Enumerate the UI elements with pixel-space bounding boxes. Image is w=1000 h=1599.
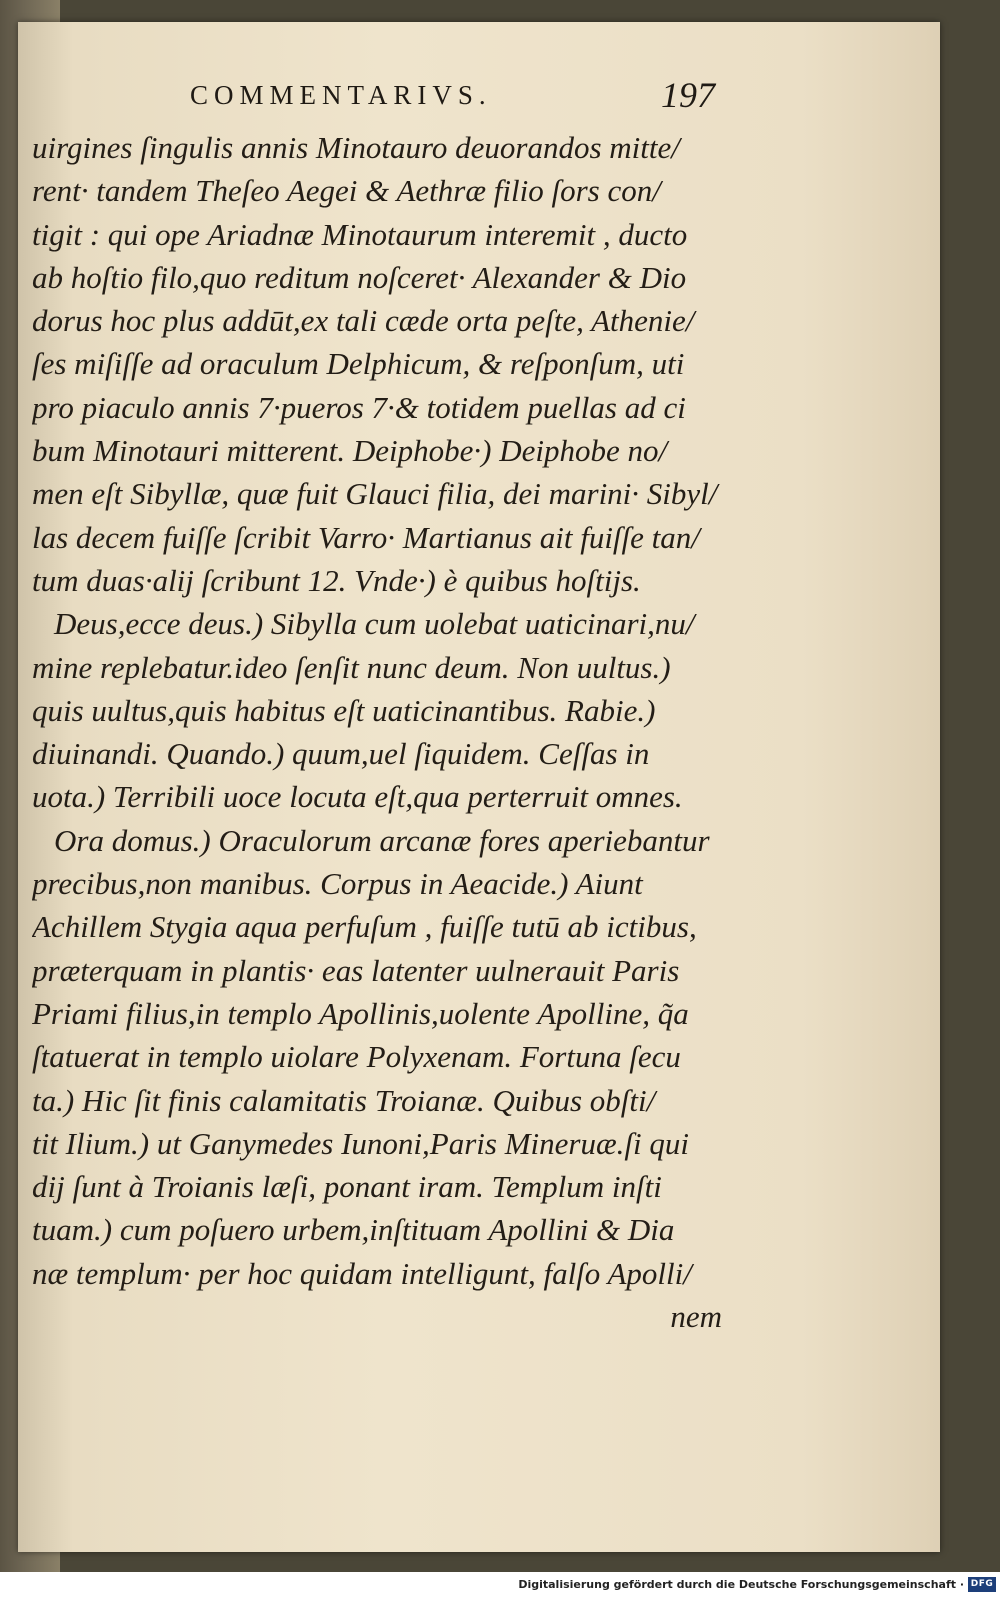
page-header [190,72,715,122]
catchword: nem [670,1299,722,1335]
text-line: næ templum· per hoc quidam intelligunt, falſo Apolli/ [32,1255,692,1291]
text-line: quis uultus,quis habitus eſt uaticinantibus. Rabie.) [32,692,656,728]
text-line: tuam.) cum poſuero urbem,inſtituam Apollini & Dia [32,1212,675,1248]
text-line: pro piaculo annis 7·pueros 7·& totidem puellas ad ci [32,389,686,425]
text-line: ab hoſtio filo,quo reditum noſceret· Alexander & Dio [32,259,687,295]
dfg-logo-icon: DFG [968,1577,996,1592]
text-line: mine replebatur.ideo ſenſit nunc deum. Non uultus.) [32,649,671,685]
text-line: tigit : qui ope Ariadnæ Minotaurum interemit , ducto [32,216,688,252]
text-line: ta.) Hic ſit finis calamitatis Troianæ. Quibus obſti/ [32,1082,656,1118]
digitization-footer [0,1572,1000,1599]
text-line: rent· tandem Theſeo Aegei & Aethræ filio ſors con/ [32,173,661,209]
running-head: COMMENTARIVS. [190,80,492,110]
text-line: uirgines ſingulis annis Minotauro deuorandos mitte/ [32,130,680,165]
text-line: Deus,ecce deus.) Sibylla cum uolebat uaticinari,nu/ [54,606,695,642]
text-line: præterquam in plantis· eas latenter uulnerauit Paris [32,952,680,988]
text-line: diuinandi. Quando.) quum,uel ſiquidem. Ceſſas in [32,736,650,772]
text-line: tit Ilium.) ut Ganymedes Iunoni,Paris Mineruæ.ſi qui [32,1125,689,1161]
text-line: Ora domus.) Oraculorum arcanæ fores aperiebantur [54,822,710,858]
funding-credit: Digitalisierung gefördert durch die Deutsche Forschungsgemeinschaft · [518,1578,964,1591]
text-line: Priami filius,in templo Apollinis,uolente Apolline, q̃a [32,995,689,1031]
text-line: men eſt Sibyllæ, quæ fuit Glauci filia, dei marini· Sibyl/ [32,476,718,512]
text-line: Achillem Stygia aqua perfuſum , fuiſſe tutū ab ictibus, [32,909,697,945]
text-line: bum Minotauri mitterent. Deiphobe·) Deiphobe no/ [32,433,668,469]
text-line: uota.) Terribili uoce locuta eſt,qua perterruit omnes. [32,779,683,815]
text-line: precibus,non manibus. Corpus in Aeacide.) Aiunt [32,866,643,902]
text-line: dij ſunt à Troianis læſi, ponant iram. Templum inſti [32,1169,662,1205]
text-line: las decem fuiſſe ſcribit Varro· Martianus ait fuiſſe tan/ [32,519,700,555]
text-line: tum duas·alij ſcribunt 12. Vnde·) è quibus hoſtijs. [32,562,641,598]
text-line: ſtatuerat in templo uiolare Polyxenam. Fortuna ſecu [32,1039,681,1075]
commentary-text [32,126,722,1338]
page-number: 197 [661,75,715,115]
text-line: dorus hoc plus addūt,ex tali cæde orta peſte, Athenie/ [32,303,695,339]
text-line: ſes miſiſſe ad oraculum Delphicum, & reſponſum, uti [32,346,685,382]
